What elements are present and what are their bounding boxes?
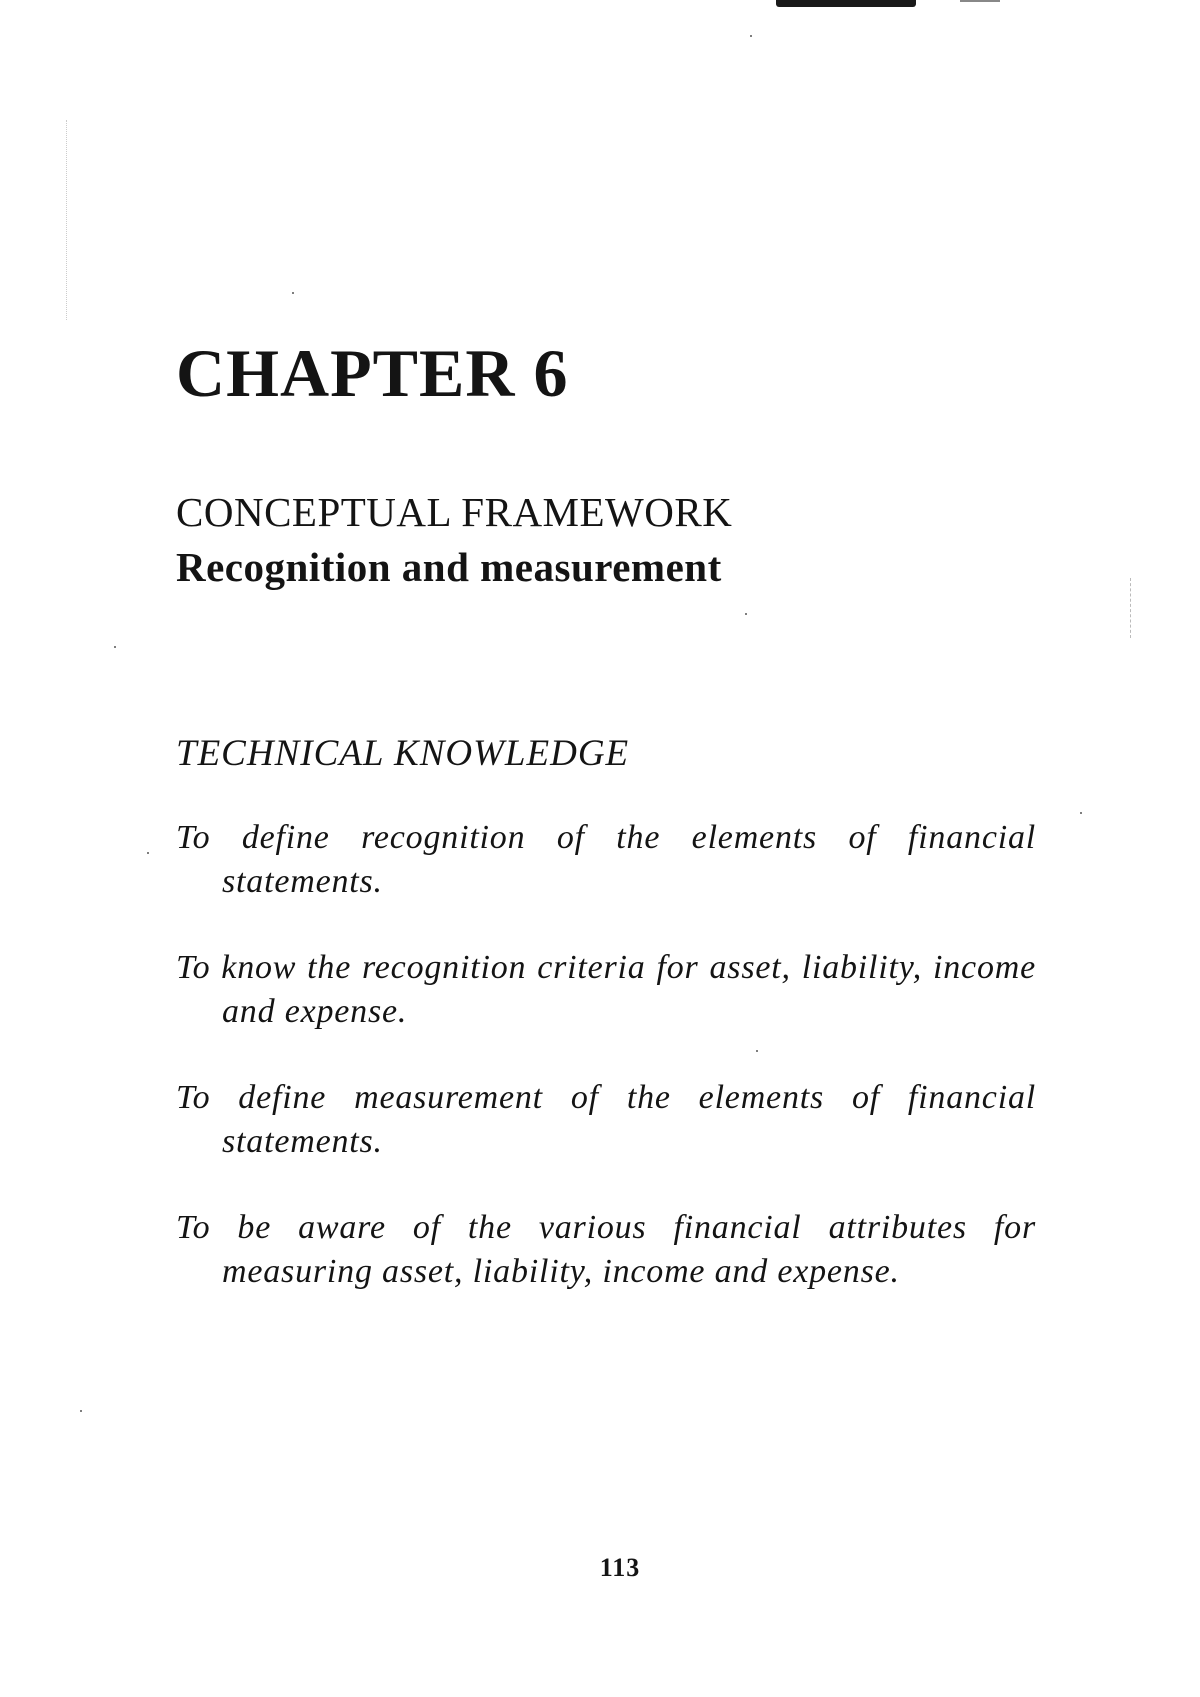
- chapter-subtitle: CONCEPTUAL FRAMEWORK: [176, 489, 733, 535]
- scan-edge-left: [66, 120, 68, 320]
- scan-edge-right: [1130, 578, 1132, 638]
- page-number: 113: [599, 1553, 641, 1582]
- scan-speck: [80, 1410, 82, 1412]
- scan-artifact-line: [960, 0, 1000, 2]
- objective-item: To be aware of the various financial attributes for measuring asset, liability, income and expense.: [176, 1209, 1036, 1290]
- chapter-topic: Recognition and measurement: [176, 544, 722, 590]
- scan-speck: [745, 613, 747, 615]
- objectives-list: [176, 816, 1036, 1336]
- section-heading: TECHNICAL KNOWLEDGE: [176, 733, 630, 774]
- scan-speck: [114, 646, 116, 648]
- scan-speck: [1080, 812, 1082, 814]
- objective-item: To know the recognition criteria for asset, liability, income and expense.: [176, 949, 1036, 1030]
- objective-item: To define measurement of the elements of financial statements.: [176, 1079, 1036, 1160]
- scan-speck: [750, 35, 752, 37]
- scan-speck: [292, 292, 294, 294]
- scan-speck: [147, 852, 149, 854]
- scan-artifact-bar: [776, 0, 916, 7]
- chapter-title: CHAPTER 6: [176, 335, 569, 411]
- objective-item: To define recognition of the elements of financial statements.: [176, 819, 1036, 900]
